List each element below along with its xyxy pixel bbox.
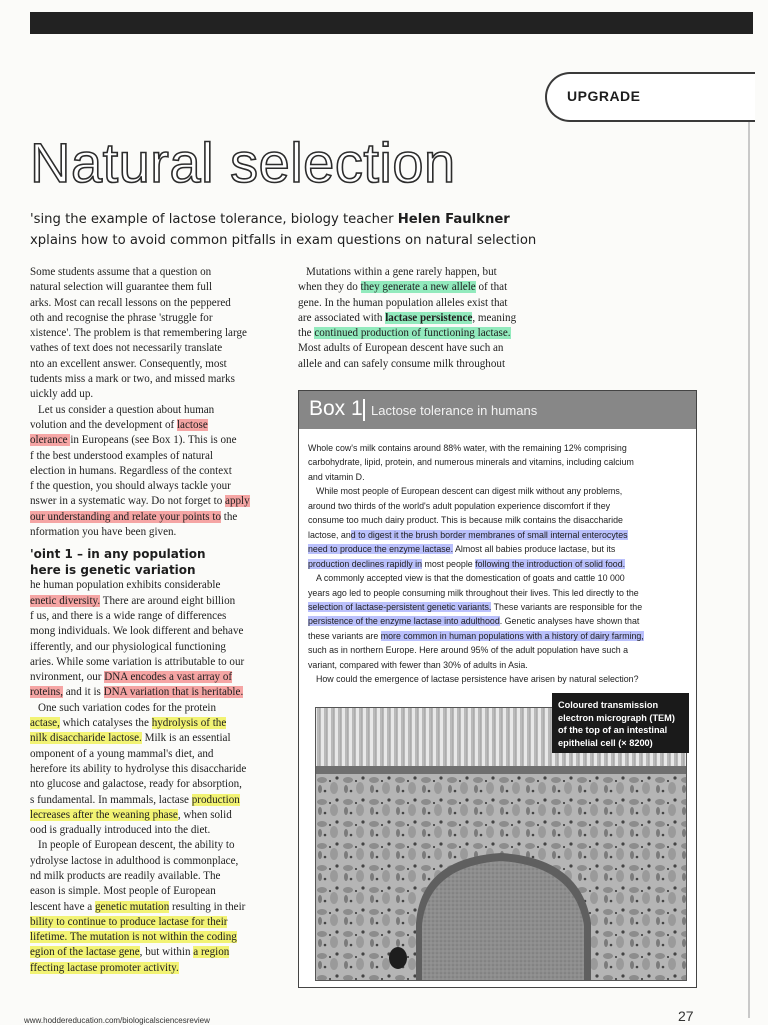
text-line	[30, 900, 282, 915]
text-line: omponent of a young mammal's diet, and	[30, 747, 214, 760]
box-header-divider	[363, 399, 365, 421]
text-line	[30, 594, 282, 609]
text-line: xistence'. The problem is that remembering large	[30, 327, 247, 340]
text-run: in Europeans (see Box 1). This is one	[70, 434, 237, 447]
subheading: here is genetic variation	[30, 563, 196, 578]
text-line	[30, 510, 282, 525]
caption-line: epithelial cell (× 8200)	[558, 737, 653, 748]
text-run: and it is	[62, 686, 104, 699]
text-line: herefore its ability to hydrolyse this disaccharide	[30, 762, 247, 775]
standfirst	[30, 209, 570, 251]
text-line: natural selection will guarantee them full	[30, 281, 213, 294]
text-line	[30, 793, 282, 808]
highlight-yellow: production	[191, 793, 240, 806]
highlight-yellow: hydrolysis of the	[151, 717, 227, 730]
text-run: Almost all babies produce lactase, but its	[453, 544, 616, 555]
box-title: Lactose tolerance in humans	[371, 403, 538, 418]
text-line	[30, 716, 282, 731]
box-line: Whole cow's milk contains around 88% water, with the remaining 12% comprising	[308, 443, 627, 453]
footer-url: www.hoddereducation.com/biologicalsciencesreview	[24, 1016, 210, 1025]
highlight-blue: persistence of the enzyme lactase into adulthood	[308, 616, 500, 627]
text-line: he human population exhibits considerable	[30, 579, 221, 592]
text-line: Let us consider a question about human	[38, 403, 215, 416]
box-line: While most people of European descent can digest milk without any problems,	[316, 486, 623, 497]
highlight-green: they generate a new allele	[360, 281, 476, 294]
box-line: A commonly accepted view is that the domestication of goats and cattle 10 000	[316, 573, 625, 584]
text-line	[298, 311, 560, 326]
page-number: 27	[678, 1008, 694, 1024]
box-panel	[298, 390, 697, 988]
highlight-green: lactase persistence	[385, 311, 473, 324]
highlight-yellow: genetic mutation	[95, 900, 170, 913]
highlight-yellow: lifetime. The mutation is not within the coding	[30, 931, 237, 944]
text-run: volution and the development of	[30, 418, 177, 431]
standfirst-line-1	[30, 209, 570, 230]
text-run: , meaning	[472, 311, 517, 324]
highlight-yellow: actase,	[30, 717, 60, 730]
box-body	[308, 441, 688, 687]
section-tab	[545, 72, 755, 122]
standfirst-text: 'sing the example of lactose tolerance, biology teacher	[30, 212, 398, 227]
text-line	[30, 670, 282, 685]
article-column-1	[30, 265, 282, 976]
highlight-red: DNA variation that is heritable.	[103, 686, 244, 699]
box-line	[308, 557, 688, 571]
text-line	[30, 731, 282, 746]
text-run: s fundamental. In mammals, lactase	[30, 793, 192, 806]
text-line	[30, 915, 282, 930]
text-run: most people	[422, 558, 476, 569]
box-line: years ago led to people consuming milk throughout their lives. This led directly to the	[308, 587, 639, 598]
box-line	[308, 629, 688, 643]
text-line: Some students assume that a question on	[30, 266, 212, 278]
box-line: around two thirds of the world's adult population experience discomfort if they	[308, 500, 611, 511]
highlight-yellow: ffecting lactase promoter activity.	[30, 961, 179, 974]
text-line: nd milk products are readily available. The	[30, 869, 221, 882]
box-line: variant, compared with fewer than 30% of adults in Asia.	[308, 659, 528, 670]
text-line	[298, 326, 560, 341]
text-line: arks. Most can recall lessons on the peppered	[30, 296, 231, 309]
highlight-red: roteins,	[30, 686, 63, 699]
text-run: , but within	[139, 946, 194, 959]
highlight-red: enetic diversity.	[30, 594, 101, 607]
box-question: How could the emergence of lactase persistence have arisen by natural selection?	[316, 674, 639, 685]
text-run: lescent have a	[30, 900, 95, 913]
box-line	[308, 528, 688, 542]
text-run: the	[221, 510, 238, 523]
micrograph-caption	[552, 693, 689, 753]
box-line	[308, 542, 688, 556]
box-line	[308, 614, 688, 628]
author-name: Helen Faulkner	[397, 212, 510, 227]
text-line: election in humans. Regardless of the context	[30, 464, 232, 477]
text-line: mong individuals. We look different and behave	[30, 625, 244, 638]
text-line	[30, 808, 282, 823]
text-line: nto an excellent answer. Consequently, most	[30, 357, 227, 370]
text-run: the	[298, 327, 315, 340]
text-line: nto glucose and galactose, ready for absorption,	[30, 778, 242, 791]
box-line: and vitamin D.	[308, 471, 365, 482]
text-line: allele and can safely consume milk throughout	[298, 357, 506, 370]
text-line: f the question, you should always tackle your	[30, 480, 231, 493]
highlight-red: DNA encodes a vast array of	[104, 671, 233, 684]
right-page-rule	[748, 118, 750, 1018]
highlight-red: apply	[225, 495, 250, 508]
article-title: Natural selection	[30, 131, 456, 194]
highlight-blue: need to produce the enzyme lactase.	[308, 544, 454, 555]
text-line	[30, 433, 282, 448]
text-line: One such variation codes for the protein	[38, 701, 217, 714]
text-run: . Genetic analyses have shown that	[499, 616, 640, 627]
text-run: are associated with	[298, 311, 386, 324]
standfirst-line-2: xplains how to avoid common pitfalls in exam questions on natural selection	[30, 233, 537, 248]
text-line	[30, 418, 282, 433]
top-bar	[30, 12, 753, 34]
text-line	[30, 685, 282, 700]
highlight-red: olerance	[30, 434, 71, 447]
text-line: uickly add up.	[30, 388, 94, 401]
highlight-yellow: egion of the lactase gene	[30, 946, 140, 959]
text-line: eason is simple. Most people of European	[30, 885, 216, 898]
box-header	[299, 391, 696, 429]
caption-line: Coloured transmission	[558, 700, 659, 710]
text-run: nswer in a systematic way. Do not forget to	[30, 495, 226, 508]
caption-line: of the top of an intestinal	[558, 725, 668, 735]
text-line	[30, 930, 282, 945]
highlight-blue: d to digest it the brush border membranes of small internal enterocytes	[350, 529, 628, 540]
highlight-yellow: lecreases after the weaning phase	[30, 808, 178, 821]
box-line	[308, 600, 688, 614]
text-line: gene. In the human population alleles exist that	[298, 296, 508, 309]
text-line: vathes of text does not necessarily translate	[30, 342, 223, 355]
highlight-green: continued production of functioning lactase.	[314, 327, 511, 340]
text-line: tudents miss a mark or two, and missed marks	[30, 373, 235, 386]
highlight-blue: production declines rapidly in	[308, 558, 423, 569]
highlight-blue: more common in human populations with a history of dairy farming,	[380, 630, 644, 641]
article-column-2	[298, 265, 560, 372]
text-line	[298, 280, 560, 295]
text-run: Milk is an essential	[141, 732, 231, 745]
text-run: of that	[475, 281, 508, 294]
highlight-yellow: bility to continue to produce lactase for their	[30, 915, 228, 928]
text-run: resulting in their	[169, 900, 246, 913]
text-line: f the best understood examples of natural	[30, 449, 213, 462]
text-run: which catalyses the	[59, 717, 152, 730]
highlight-yellow: a region	[193, 946, 230, 959]
text-line: ydrolyse lactose in adulthood is commonplace,	[30, 854, 239, 867]
text-line: ifferently, and our physiological functioning	[30, 640, 226, 653]
subheading: 'oint 1 – in any population	[30, 547, 206, 562]
highlight-blue: following the introduction of solid food.	[475, 558, 626, 569]
box-line: such as in northern Europe. Here around 95% of the adult population have such a	[308, 645, 629, 656]
text-run: There are around eight billion	[100, 594, 236, 607]
highlight-blue: selection of lactase-persistent genetic variants.	[308, 601, 492, 612]
text-line	[30, 945, 282, 960]
box-line: carbohydrate, lipid, protein, and numerous minerals and vitamins, including calcium	[308, 457, 634, 468]
highlight-red: lactose	[176, 418, 208, 431]
text-run: nvironment, our	[30, 671, 105, 684]
text-line: Mutations within a gene rarely happen, but	[306, 266, 497, 278]
box-number: Box 1	[309, 397, 363, 420]
text-line: f us, and there is a wide range of differences	[30, 609, 227, 622]
text-line: In people of European descent, the ability to	[38, 839, 235, 852]
text-line: aries. While some variation is attributable to our	[30, 655, 245, 668]
text-line	[30, 961, 282, 976]
section-tab-label: UPGRADE	[567, 88, 641, 104]
highlight-red: our understanding and relate your points to	[30, 510, 222, 523]
text-line	[30, 494, 282, 509]
text-run: when they do	[298, 281, 361, 294]
highlight-yellow: nilk disaccharide lactose.	[30, 732, 142, 745]
text-run: , when solid	[177, 808, 232, 821]
text-line: nformation you have been given.	[30, 526, 177, 539]
text-line: Most adults of European descent have such an	[298, 342, 504, 355]
text-run: these variants are	[308, 630, 381, 641]
text-line: oth and recognise the phrase 'struggle for	[30, 311, 213, 324]
box-line: consume too much dairy product. This is because milk contains the disaccharide	[308, 515, 623, 526]
text-run: lactose, an	[308, 529, 351, 540]
text-run: These variants are responsible for the	[491, 601, 643, 612]
text-line: ood is gradually introduced into the diet.	[30, 824, 211, 837]
caption-line: electron micrograph (TEM)	[558, 712, 675, 723]
